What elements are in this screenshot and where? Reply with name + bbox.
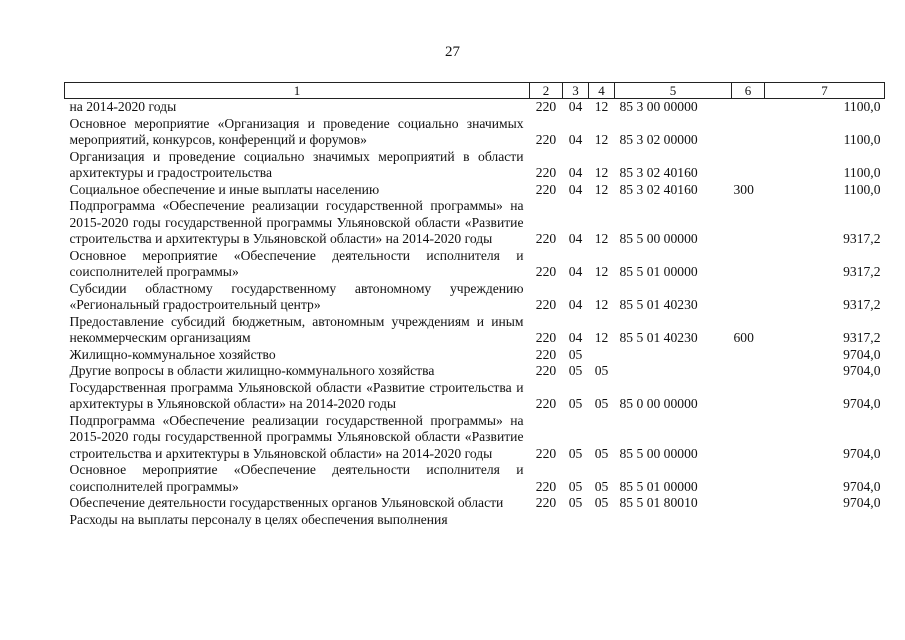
row-code-admin: 220	[535, 165, 557, 180]
row-code-target: 85 3 00 00000	[619, 99, 698, 114]
row-code-target	[615, 347, 732, 364]
row-code-admin: 220	[535, 495, 557, 510]
table-row	[65, 363, 885, 380]
column-header-7: 7	[765, 83, 885, 99]
table-row	[65, 149, 885, 182]
row-amount: 1100,0	[843, 165, 881, 180]
column-header-4: 4	[589, 83, 615, 99]
row-code-admin: 220	[535, 99, 557, 114]
row-code-section: 05	[568, 396, 583, 411]
row-name: Подпрограмма «Обеспечение реализации государственной программы» на 2015-2020 годы государственной программы Ульяновской области «Развитие строительства и архитектуры в Ульяновской области» на 2014-2020 годы	[69, 198, 524, 246]
row-name: на 2014-2020 годы	[69, 99, 177, 114]
row-name: Основное мероприятие «Организация и проведение социально значимых мероприятий, конкурсов, конференций и форумов»	[69, 115, 524, 147]
column-header-2: 2	[530, 83, 563, 99]
row-code-section: 04	[568, 99, 583, 114]
row-code-admin: 220	[535, 264, 557, 279]
row-code-admin: 220	[535, 478, 557, 494]
row-amount: 1100,0	[843, 99, 881, 114]
row-code-admin: 220	[535, 181, 557, 197]
row-code-expense-type	[732, 99, 765, 116]
row-code-expense-type	[732, 512, 765, 529]
row-code-subsection: 12	[594, 231, 609, 246]
table-body	[65, 99, 885, 529]
row-code-expense-type	[732, 347, 765, 364]
row-code-section: 05	[568, 445, 583, 461]
row-name: Расходы на выплаты персоналу в целях обеспечения выполнения	[69, 511, 448, 527]
row-code-subsection: 12	[594, 165, 609, 180]
row-code-target	[615, 363, 732, 380]
row-code-target: 85 3 02 40160	[619, 181, 698, 197]
row-code-target: 85 5 01 40230	[619, 330, 698, 345]
row-name: Государственная программа Ульяновской области «Развитие строительства и архитектуры в Ульяновской области» на 2014-2020 годы	[69, 379, 524, 411]
row-code-section	[563, 512, 589, 529]
table-row	[65, 314, 885, 347]
row-amount: 9704,0	[843, 445, 881, 461]
row-code-section: 04	[568, 165, 583, 180]
row-code-subsection: 12	[594, 99, 609, 114]
row-code-expense-type	[732, 380, 765, 413]
row-code-section: 04	[568, 231, 583, 246]
column-header-5: 5	[615, 83, 732, 99]
row-code-subsection: 05	[594, 396, 609, 411]
row-amount: 9704,0	[843, 478, 881, 494]
row-code-section: 05	[568, 346, 583, 362]
row-amount: 9317,2	[843, 330, 881, 345]
table-row	[65, 182, 885, 199]
budget-table	[64, 82, 885, 528]
row-code-expense-type	[732, 248, 765, 281]
table-row	[65, 495, 885, 512]
row-name: Подпрограмма «Обеспечение реализации государственной программы» на 2015-2020 годы государственной программы Ульяновской области «Развитие строительства и архитектуры в Ульяновской области» на 2014-2020 годы	[69, 412, 524, 461]
row-name: Другие вопросы в области жилищно-коммунального хозяйства	[69, 363, 435, 378]
row-code-subsection: 12	[594, 297, 609, 312]
row-code-admin: 220	[535, 346, 557, 362]
page-number: 27	[445, 44, 460, 60]
row-code-target: 85 5 01 00000	[619, 264, 698, 279]
row-name: Субсидии областному государственному автономному учреждению «Региональный градостроительный центр»	[69, 280, 524, 312]
row-code-target: 85 5 01 80010	[619, 495, 698, 510]
row-code-expense-type	[732, 281, 765, 314]
row-code-admin: 220	[535, 363, 557, 378]
row-amount: 9317,2	[843, 264, 881, 279]
row-code-subsection	[589, 347, 615, 364]
row-code-expense-type	[732, 198, 765, 248]
row-code-section: 04	[568, 132, 583, 147]
row-code-target: 85 5 00 00000	[619, 445, 698, 461]
row-amount: 9704,0	[843, 396, 881, 411]
row-amount: 9317,2	[843, 231, 881, 246]
table-row	[65, 116, 885, 149]
row-amount: 9704,0	[843, 346, 881, 362]
table-row	[65, 248, 885, 281]
row-code-subsection: 12	[594, 181, 609, 197]
table-row	[65, 281, 885, 314]
row-amount: 9317,2	[843, 297, 881, 312]
row-code-admin: 220	[535, 132, 557, 147]
row-code-expense-type	[732, 413, 765, 463]
row-code-target: 85 5 01 40230	[619, 297, 698, 312]
row-code-section: 05	[568, 495, 583, 510]
row-code-admin: 220	[535, 330, 557, 345]
table-row	[65, 413, 885, 463]
row-code-subsection: 12	[594, 330, 609, 345]
column-header-3: 3	[563, 83, 589, 99]
row-code-section: 04	[568, 330, 583, 345]
row-code-expense-type	[732, 495, 765, 512]
row-code-expense-type	[732, 149, 765, 182]
row-name: Основное мероприятие «Обеспечение деятельности исполнителя и соисполнителей программы»	[69, 462, 524, 494]
column-header-1: 1	[65, 83, 530, 99]
row-code-expense-type: 600	[733, 330, 754, 345]
table-row	[65, 99, 885, 116]
row-amount: 9704,0	[843, 363, 881, 378]
row-name: Социальное обеспечение и иные выплаты населению	[69, 181, 380, 197]
table-row	[65, 380, 885, 413]
row-amount: 9704,0	[843, 495, 881, 510]
row-code-subsection: 12	[594, 264, 609, 279]
row-code-target: 85 5 01 00000	[619, 478, 698, 494]
row-name: Организация и проведение социально значимых мероприятий в области архитектуры и градостроительства	[69, 148, 524, 180]
row-code-section: 04	[568, 297, 583, 312]
row-name: Обеспечение деятельности государственных органов Ульяновской области	[69, 495, 504, 510]
row-code-section: 05	[568, 478, 583, 494]
row-code-subsection: 05	[594, 495, 609, 510]
column-header-6: 6	[732, 83, 765, 99]
row-name: Жилищно-коммунальное хозяйство	[69, 346, 276, 362]
row-code-section: 04	[568, 181, 583, 197]
row-amount: 1100,0	[843, 132, 881, 147]
row-code-target: 85 3 02 40160	[619, 165, 698, 180]
table-row	[65, 347, 885, 364]
row-code-subsection: 05	[594, 363, 609, 378]
row-code-target: 85 0 00 00000	[619, 396, 698, 411]
row-code-target: 85 5 00 00000	[619, 231, 698, 246]
row-code-expense-type	[732, 116, 765, 149]
row-name: Основное мероприятие «Обеспечение деятельности исполнителя и соисполнителей программы»	[69, 247, 524, 279]
row-code-admin	[530, 512, 563, 529]
row-code-admin: 220	[535, 231, 557, 246]
row-code-target: 85 3 02 00000	[619, 132, 698, 147]
table-row	[65, 512, 885, 529]
header-row	[65, 83, 885, 99]
row-code-expense-type	[732, 363, 765, 380]
row-code-subsection: 12	[594, 132, 609, 147]
row-name: Предоставление субсидий бюджетным, автономным учреждениям и иным некоммерческим организациям	[69, 313, 524, 345]
table-row	[65, 198, 885, 248]
row-code-expense-type	[732, 462, 765, 495]
row-code-expense-type: 300	[733, 181, 754, 197]
row-code-admin: 220	[535, 297, 557, 312]
row-code-admin: 220	[535, 396, 557, 411]
row-code-subsection	[589, 512, 615, 529]
row-code-subsection: 05	[594, 478, 609, 494]
row-code-target	[615, 512, 732, 529]
table-row	[65, 462, 885, 495]
row-amount	[765, 512, 885, 529]
row-code-admin: 220	[535, 445, 557, 461]
row-code-section: 05	[568, 363, 583, 378]
row-amount: 1100,0	[843, 181, 881, 197]
row-code-section: 04	[568, 264, 583, 279]
row-code-subsection: 05	[594, 445, 609, 461]
